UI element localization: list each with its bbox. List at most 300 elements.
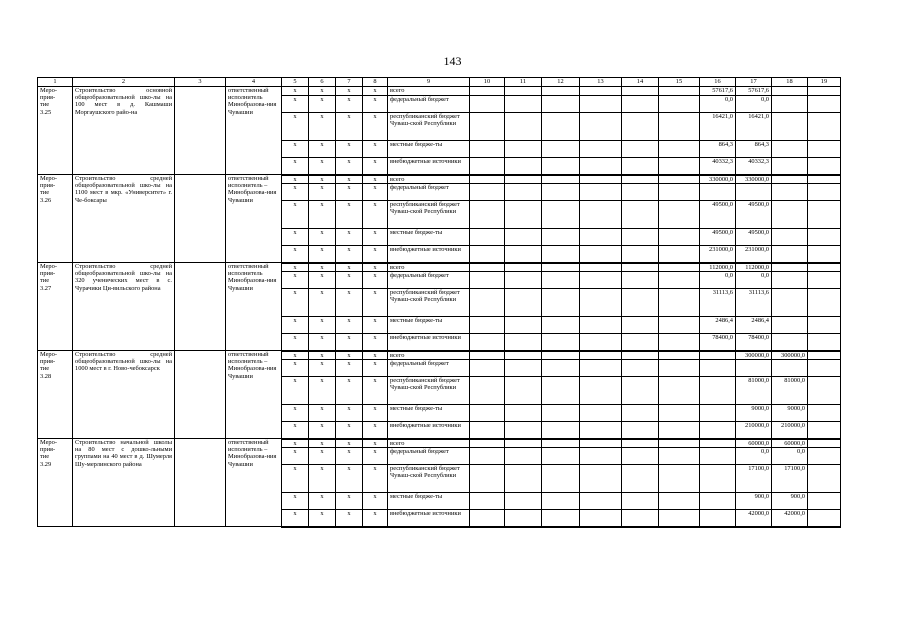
code-cell: x (309, 439, 336, 448)
column-number: 18 (772, 78, 808, 87)
code-cell: x (336, 289, 363, 317)
measure-name: Строительство основной общеобразовательной шко-лы на 100 мест в д. Кашмаши Моргаушского райо-на (73, 87, 175, 175)
column-number: 17 (736, 78, 772, 87)
empty-cell (470, 405, 505, 422)
empty-cell (505, 360, 542, 377)
empty-cell (470, 439, 505, 448)
column-number: 19 (808, 78, 841, 87)
empty-cell (542, 422, 580, 439)
empty-cell (505, 158, 542, 175)
code-cell: x (336, 334, 363, 351)
amount-cell (772, 175, 808, 184)
empty-cell (470, 465, 505, 493)
funding-source: республиканский бюджет Чуваш-ской Республики (388, 377, 470, 405)
amount-cell (772, 289, 808, 317)
measure-id: Меро- прия- тие 3.28 (38, 351, 73, 439)
empty-cell (622, 317, 659, 334)
code-cell: x (363, 96, 388, 113)
funding-source: всего (388, 439, 470, 448)
code-cell: x (309, 360, 336, 377)
empty-cell (580, 246, 622, 263)
empty-cell (659, 246, 700, 263)
column-number: 9 (388, 78, 470, 87)
executor: ответственный исполнитель – Минобразова-ния Чувашии (226, 351, 282, 439)
code-cell: x (309, 246, 336, 263)
code-cell: x (309, 113, 336, 141)
empty-cell (622, 510, 659, 527)
code-cell: x (363, 317, 388, 334)
empty-cell (505, 229, 542, 246)
empty-cell (659, 317, 700, 334)
empty-cell (580, 334, 622, 351)
empty-cell (580, 510, 622, 527)
empty-cell (622, 465, 659, 493)
code-cell: x (309, 334, 336, 351)
code-cell: x (363, 229, 388, 246)
empty-cell (622, 201, 659, 229)
empty-cell (542, 465, 580, 493)
empty-cell (505, 96, 542, 113)
code-cell: x (282, 422, 309, 439)
empty-cell (659, 96, 700, 113)
amount-cell (772, 263, 808, 272)
measure-name: Строительство средней общеобразовательной шко-лы на 1100 мест в мкр. «Университет» г. Че-боксары (73, 175, 175, 263)
empty-cell (505, 351, 542, 360)
empty-cell (505, 272, 542, 289)
table-row (38, 351, 841, 360)
code-cell: x (282, 439, 309, 448)
empty-cell (580, 184, 622, 201)
code-cell: x (282, 263, 309, 272)
funding-source: внебюджетные источники (388, 246, 470, 263)
empty-cell (622, 184, 659, 201)
code-cell: x (363, 510, 388, 527)
funding-source: федеральный бюджет (388, 184, 470, 201)
empty-cell (542, 158, 580, 175)
measure-name: Строительство начальной школы на 80 мест с дошко-льными группами на 40 мест в д. Шумерля Шу-мерлинского района (73, 439, 175, 527)
empty-cell (622, 289, 659, 317)
amount-cell: 864,3 (700, 141, 736, 158)
amount-cell (772, 158, 808, 175)
amount-cell (772, 87, 808, 96)
code-cell: x (309, 96, 336, 113)
measure-id: Меро- прия- тие 3.25 (38, 87, 73, 175)
amount-cell: 300000,0 (772, 351, 808, 360)
empty-cell (470, 510, 505, 527)
code-cell: x (363, 184, 388, 201)
empty-cell (808, 96, 841, 113)
amount-cell: 864,3 (736, 141, 772, 158)
empty-cell (808, 201, 841, 229)
empty-cell (659, 334, 700, 351)
amount-cell (700, 465, 736, 493)
code-cell: x (363, 422, 388, 439)
empty-cell (175, 439, 226, 527)
empty-cell (580, 141, 622, 158)
amount-cell (772, 317, 808, 334)
code-cell: x (336, 422, 363, 439)
table-row (38, 439, 841, 448)
empty-cell (580, 201, 622, 229)
column-number: 3 (175, 78, 226, 87)
funding-source: местные бюдже-ты (388, 493, 470, 510)
empty-cell (808, 405, 841, 422)
code-cell: x (282, 317, 309, 334)
empty-cell (542, 334, 580, 351)
amount-cell: 330000,0 (700, 175, 736, 184)
funding-source: местные бюдже-ты (388, 141, 470, 158)
amount-cell (700, 448, 736, 465)
code-cell: x (336, 405, 363, 422)
empty-cell (808, 263, 841, 272)
empty-cell (808, 141, 841, 158)
empty-cell (622, 448, 659, 465)
amount-cell (700, 439, 736, 448)
code-cell: x (336, 351, 363, 360)
code-cell: x (336, 96, 363, 113)
funding-source: федеральный бюджет (388, 272, 470, 289)
empty-cell (808, 439, 841, 448)
amount-cell: 42000,0 (772, 510, 808, 527)
code-cell: x (363, 351, 388, 360)
empty-cell (622, 272, 659, 289)
amount-cell: 9000,0 (736, 405, 772, 422)
empty-cell (470, 87, 505, 96)
table-row (38, 175, 841, 184)
code-cell: x (363, 465, 388, 493)
code-cell: x (282, 96, 309, 113)
code-cell: x (336, 465, 363, 493)
code-cell: x (363, 158, 388, 175)
empty-cell (580, 175, 622, 184)
empty-cell (505, 246, 542, 263)
column-number: 2 (73, 78, 175, 87)
empty-cell (622, 113, 659, 141)
empty-cell (542, 113, 580, 141)
empty-cell (542, 351, 580, 360)
code-cell: x (363, 201, 388, 229)
empty-cell (580, 360, 622, 377)
amount-cell (772, 184, 808, 201)
code-cell: x (309, 422, 336, 439)
code-cell: x (282, 158, 309, 175)
empty-cell (659, 175, 700, 184)
amount-cell: 40332,3 (700, 158, 736, 175)
code-cell: x (309, 465, 336, 493)
empty-cell (175, 351, 226, 439)
empty-cell (622, 422, 659, 439)
empty-cell (808, 113, 841, 141)
empty-cell (659, 87, 700, 96)
empty-cell (580, 87, 622, 96)
code-cell: x (336, 141, 363, 158)
empty-cell (470, 289, 505, 317)
empty-cell (580, 229, 622, 246)
table-body (38, 78, 841, 527)
empty-cell (808, 377, 841, 405)
code-cell: x (282, 87, 309, 96)
column-number: 13 (580, 78, 622, 87)
empty-cell (470, 201, 505, 229)
code-cell: x (336, 229, 363, 246)
code-cell: x (282, 141, 309, 158)
measure-id: Меро- прия- тие 3.27 (38, 263, 73, 351)
empty-cell (659, 448, 700, 465)
empty-cell (622, 360, 659, 377)
code-cell: x (363, 448, 388, 465)
amount-cell: 17100,0 (736, 465, 772, 493)
empty-cell (542, 229, 580, 246)
empty-cell (808, 334, 841, 351)
empty-cell (505, 377, 542, 405)
code-cell: x (282, 113, 309, 141)
amount-cell: 16421,0 (736, 113, 772, 141)
empty-cell (659, 229, 700, 246)
amount-cell: 210000,0 (772, 422, 808, 439)
empty-cell (505, 493, 542, 510)
measure-name: Строительство средней общеобразовательной шко-лы на 320 ученических мест в с. Чурачики Ци-вильского района (73, 263, 175, 351)
empty-cell (580, 351, 622, 360)
funding-source: всего (388, 87, 470, 96)
executor: ответственный исполнитель – Минобразова-ния Чувашии (226, 175, 282, 263)
code-cell: x (363, 263, 388, 272)
amount-cell: 112000,0 (736, 263, 772, 272)
empty-cell (470, 246, 505, 263)
funding-source: федеральный бюджет (388, 448, 470, 465)
amount-cell: 900,0 (736, 493, 772, 510)
code-cell: x (309, 405, 336, 422)
funding-source: местные бюдже-ты (388, 317, 470, 334)
amount-cell (700, 360, 736, 377)
empty-cell (542, 493, 580, 510)
column-number: 8 (363, 78, 388, 87)
amount-cell: 78400,0 (700, 334, 736, 351)
code-cell: x (363, 493, 388, 510)
empty-cell (542, 510, 580, 527)
empty-cell (808, 246, 841, 263)
empty-cell (505, 141, 542, 158)
code-cell: x (309, 448, 336, 465)
code-cell: x (363, 141, 388, 158)
empty-cell (505, 289, 542, 317)
amount-cell: 57617,6 (700, 87, 736, 96)
code-cell: x (309, 377, 336, 405)
column-number: 16 (700, 78, 736, 87)
code-cell: x (363, 87, 388, 96)
empty-cell (542, 201, 580, 229)
empty-cell (659, 465, 700, 493)
code-cell: x (336, 360, 363, 377)
column-number: 14 (622, 78, 659, 87)
funding-source: республиканский бюджет Чуваш-ской Республики (388, 201, 470, 229)
amount-cell (772, 272, 808, 289)
empty-cell (659, 141, 700, 158)
empty-cell (175, 87, 226, 175)
code-cell: x (282, 229, 309, 246)
executor: ответственный исполнитель Минобразова-ния Чувашии (226, 87, 282, 175)
empty-cell (622, 158, 659, 175)
empty-cell (808, 87, 841, 96)
code-cell: x (282, 448, 309, 465)
amount-cell: 0,0 (736, 448, 772, 465)
empty-cell (505, 334, 542, 351)
code-cell: x (309, 229, 336, 246)
empty-cell (542, 272, 580, 289)
amount-cell (772, 141, 808, 158)
code-cell: x (363, 405, 388, 422)
funding-source: местные бюдже-ты (388, 229, 470, 246)
empty-cell (580, 272, 622, 289)
column-number: 15 (659, 78, 700, 87)
empty-cell (580, 317, 622, 334)
empty-cell (470, 158, 505, 175)
empty-cell (580, 439, 622, 448)
code-cell: x (336, 175, 363, 184)
code-cell: x (309, 175, 336, 184)
funding-source: республиканский бюджет Чуваш-ской Республики (388, 465, 470, 493)
empty-cell (808, 351, 841, 360)
amount-cell: 49500,0 (700, 201, 736, 229)
empty-cell (470, 184, 505, 201)
amount-cell (700, 405, 736, 422)
empty-cell (505, 439, 542, 448)
amount-cell: 300000,0 (736, 351, 772, 360)
empty-cell (622, 96, 659, 113)
funding-source: республиканский бюджет Чуваш-ской Республики (388, 113, 470, 141)
code-cell: x (336, 158, 363, 175)
code-cell: x (363, 360, 388, 377)
amount-cell: 49500,0 (700, 229, 736, 246)
code-cell: x (336, 448, 363, 465)
empty-cell (622, 229, 659, 246)
empty-cell (542, 360, 580, 377)
empty-cell (580, 96, 622, 113)
amount-cell: 49500,0 (736, 201, 772, 229)
empty-cell (808, 465, 841, 493)
empty-cell (470, 448, 505, 465)
measure-id: Меро- прия- тие 3.29 (38, 439, 73, 527)
code-cell: x (309, 158, 336, 175)
code-cell: x (282, 175, 309, 184)
code-cell: x (336, 246, 363, 263)
empty-cell (580, 289, 622, 317)
funding-source: всего (388, 175, 470, 184)
amount-cell: 16421,0 (700, 113, 736, 141)
empty-cell (542, 317, 580, 334)
code-cell: x (336, 113, 363, 141)
code-cell: x (282, 493, 309, 510)
code-cell: x (309, 317, 336, 334)
funding-source: всего (388, 263, 470, 272)
code-cell: x (282, 510, 309, 527)
empty-cell (470, 360, 505, 377)
empty-cell (808, 272, 841, 289)
amount-cell: 900,0 (772, 493, 808, 510)
empty-cell (622, 377, 659, 405)
empty-cell (542, 96, 580, 113)
empty-cell (808, 317, 841, 334)
amount-cell (736, 360, 772, 377)
empty-cell (580, 405, 622, 422)
amount-cell (700, 422, 736, 439)
empty-cell (659, 422, 700, 439)
amount-cell (772, 96, 808, 113)
empty-cell (470, 422, 505, 439)
column-number: 12 (542, 78, 580, 87)
empty-cell (659, 158, 700, 175)
empty-cell (505, 465, 542, 493)
amount-cell (736, 184, 772, 201)
empty-cell (542, 87, 580, 96)
code-cell: x (336, 317, 363, 334)
code-cell: x (336, 87, 363, 96)
amount-cell: 0,0 (772, 448, 808, 465)
empty-cell (505, 263, 542, 272)
empty-cell (505, 201, 542, 229)
empty-cell (622, 246, 659, 263)
empty-cell (622, 87, 659, 96)
empty-cell (470, 113, 505, 141)
code-cell: x (282, 289, 309, 317)
empty-cell (622, 493, 659, 510)
funding-source: федеральный бюджет (388, 360, 470, 377)
measure-name: Строительство средней общеобразовательной шко-лы на 1000 мест в г. Ново-чебоксарск (73, 351, 175, 439)
code-cell: x (309, 184, 336, 201)
code-cell: x (336, 184, 363, 201)
empty-cell (808, 510, 841, 527)
amount-cell: 31113,6 (736, 289, 772, 317)
executor: ответственный исполнитель – Минобразова-ния Чувашии (226, 439, 282, 527)
empty-cell (470, 272, 505, 289)
executor: ответственный исполнитель Минобразова-ния Чувашии (226, 263, 282, 351)
code-cell: x (282, 405, 309, 422)
amount-cell (700, 377, 736, 405)
funding-source: внебюджетные источники (388, 158, 470, 175)
empty-cell (659, 184, 700, 201)
amount-cell: 0,0 (736, 272, 772, 289)
empty-cell (659, 351, 700, 360)
amount-cell (772, 246, 808, 263)
empty-cell (470, 377, 505, 405)
code-cell: x (282, 272, 309, 289)
empty-cell (580, 113, 622, 141)
empty-cell (808, 448, 841, 465)
empty-cell (659, 113, 700, 141)
empty-cell (470, 334, 505, 351)
empty-cell (659, 272, 700, 289)
code-cell: x (363, 289, 388, 317)
empty-cell (505, 405, 542, 422)
empty-cell (659, 439, 700, 448)
amount-cell: 78400,0 (736, 334, 772, 351)
code-cell: x (336, 201, 363, 229)
column-number: 7 (336, 78, 363, 87)
empty-cell (580, 158, 622, 175)
amount-cell: 231000,0 (700, 246, 736, 263)
empty-cell (175, 263, 226, 351)
funding-source: местные бюдже-ты (388, 405, 470, 422)
funding-source: внебюджетные источники (388, 334, 470, 351)
column-number: 4 (226, 78, 282, 87)
empty-cell (470, 493, 505, 510)
empty-cell (470, 351, 505, 360)
amount-cell (700, 493, 736, 510)
column-number-row (38, 78, 841, 87)
code-cell: x (309, 87, 336, 96)
amount-cell: 0,0 (700, 272, 736, 289)
column-number: 11 (505, 78, 542, 87)
code-cell: x (282, 184, 309, 201)
